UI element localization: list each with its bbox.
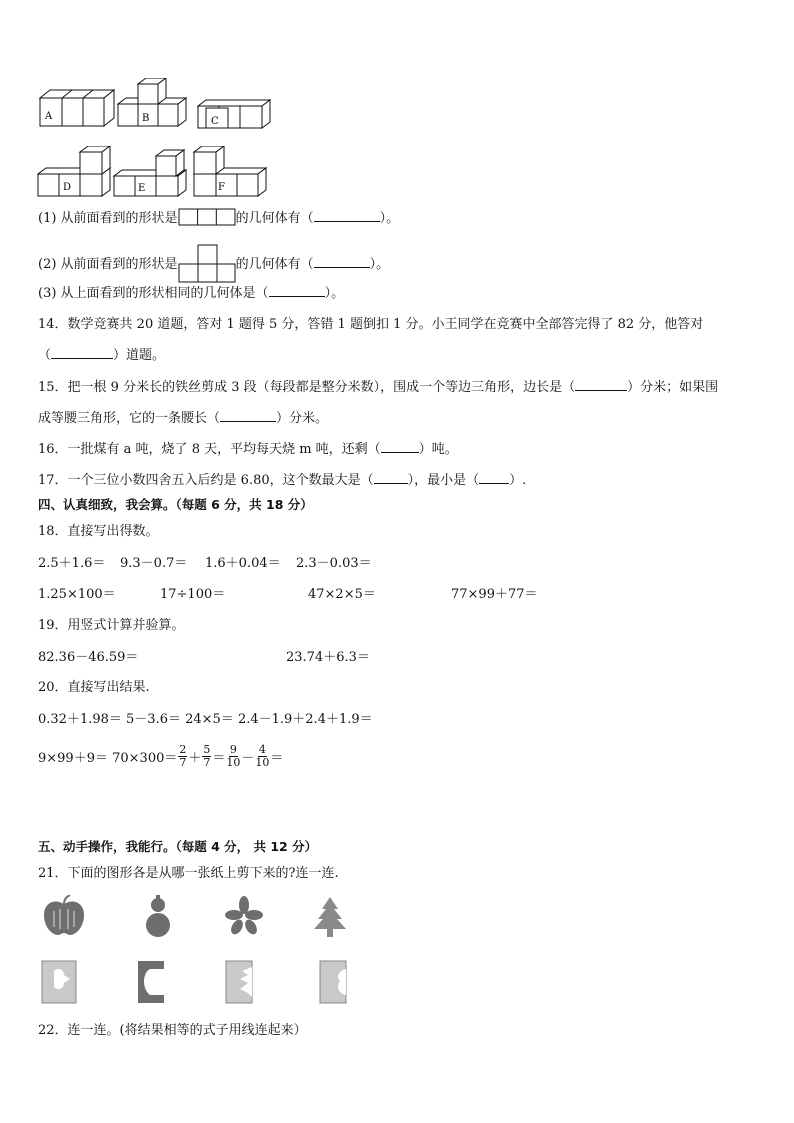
solid-label-f: F	[218, 182, 225, 193]
paper-with-hole-4	[320, 961, 346, 1003]
solid-c	[198, 100, 270, 128]
paper-with-hole-1	[42, 961, 76, 1003]
paper-with-hole-2	[138, 961, 164, 1003]
q18-item: 2.5＋1.6＝	[38, 556, 106, 571]
answer-blank[interactable]	[269, 285, 325, 297]
solid-label-e: E	[138, 183, 146, 194]
paper-with-hole-3	[226, 961, 252, 1003]
solid-b	[118, 78, 186, 126]
q16: 16．一批煤有 a 吨，烧了 8 天，平均每天烧 m 吨，还剩（ ）吨。	[38, 442, 458, 457]
front-view-stacked-squares	[178, 244, 236, 284]
q18-item: 1.6＋0.04＝	[205, 556, 281, 571]
q18-item: 77×99＋77＝	[451, 587, 538, 602]
fraction: $\frac{9}{10}$	[226, 742, 241, 769]
q21-title: 21．下面的图形各是从哪一张纸上剪下来的?连一连.	[38, 866, 339, 881]
q19-item: 82.36－46.59＝	[38, 650, 139, 665]
solid-f	[194, 146, 266, 196]
q14-line2: （ ）道题。	[38, 348, 166, 363]
q18-item: 17÷100＝	[160, 587, 226, 602]
q18-title: 18．直接写出得数。	[38, 524, 159, 539]
answer-blank[interactable]	[314, 210, 380, 222]
q19-item: 23.74＋6.3＝	[286, 650, 370, 665]
front-view-three-squares	[178, 208, 236, 226]
q20-title: 20．直接写出结果.	[38, 680, 150, 695]
answer-blank[interactable]	[220, 410, 276, 422]
answer-blank[interactable]	[314, 256, 370, 268]
fraction: $\frac{2}{7}$	[179, 742, 187, 769]
solids-row-top	[36, 78, 276, 130]
cut-shapes-row	[40, 895, 360, 941]
q13-part2: (2) 从前面看到的形状是 的几何体有（ ）。	[38, 244, 389, 284]
q20-row2: 9×99＋9＝ 70×300＝ $\frac{2}{7}$ ＋ $\frac{5}{7}$ ＝ $\frac{9}{10}$ － $\frac{4}{10}$ ＝	[38, 742, 284, 769]
solid-label-b: B	[142, 113, 150, 124]
section-4-heading: 四、认真细致，我会算。（每题 6 分，共 18 分）	[38, 497, 313, 512]
solid-label-c: C	[211, 116, 219, 127]
q20-row1: 0.32＋1.98＝ 5－3.6＝ 24×5＝ 2.4－1.9＋2.4＋1.9＝	[38, 712, 373, 727]
q18-item: 1.25×100＝	[38, 587, 116, 602]
solid-label-d: D	[63, 182, 72, 193]
tree-shape-icon	[314, 897, 346, 937]
q15-line2: 成等腰三角形，它的一条腰长（ ）分米。	[38, 411, 329, 426]
q13-part1: (1) 从前面看到的形状是 的几何体有（ ）。	[38, 207, 399, 226]
solid-label-a: A	[45, 111, 53, 122]
solid-a	[40, 90, 114, 126]
answer-blank[interactable]	[479, 472, 509, 484]
solid-e	[114, 150, 186, 196]
fraction: $\frac{4}{10}$	[255, 742, 270, 769]
q18-item: 2.3－0.03＝	[296, 556, 372, 571]
gourd-shape-icon	[146, 895, 170, 937]
flower-shape-icon	[225, 896, 263, 936]
q15-line1: 15．把一根 9 分米长的铁丝剪成 3 段（每段都是整分米数），围成一个等边三角形，边长是（ ）分米；如果围	[38, 380, 719, 395]
solid-d	[38, 146, 110, 196]
answer-blank[interactable]	[51, 347, 113, 359]
q18-item: 9.3－0.7＝	[120, 556, 188, 571]
section-5-heading: 五、动手操作，我能行。（每题 4 分， 共 12 分）	[38, 839, 318, 854]
answer-blank[interactable]	[374, 472, 408, 484]
q17: 17．一个三位小数四舍五入后约是 6.80，这个数最大是（ ），最小是（ ）.	[38, 473, 527, 488]
q19-title: 19．用竖式计算并验算。	[38, 618, 185, 633]
q13-part3: (3) 从上面看到的形状相同的几何体是（ ）。	[38, 286, 345, 301]
answer-blank[interactable]	[381, 441, 419, 453]
apple-shape-icon	[44, 895, 84, 935]
q18-item: 47×2×5＝	[308, 587, 376, 602]
solids-row-bottom	[36, 146, 276, 200]
answer-blank[interactable]	[575, 379, 627, 391]
paper-row	[40, 957, 360, 1007]
q14-line1: 14．数学竞赛共 20 道题，答对 1 题得 5 分，答错 1 题倒扣 1 分。小王同学在竞赛中全部答完得了 82 分，他答对	[38, 317, 704, 332]
fraction: $\frac{5}{7}$	[203, 742, 211, 769]
q22-title: 22．连一连。(将结果相等的式子用线连起来）	[38, 1023, 307, 1038]
